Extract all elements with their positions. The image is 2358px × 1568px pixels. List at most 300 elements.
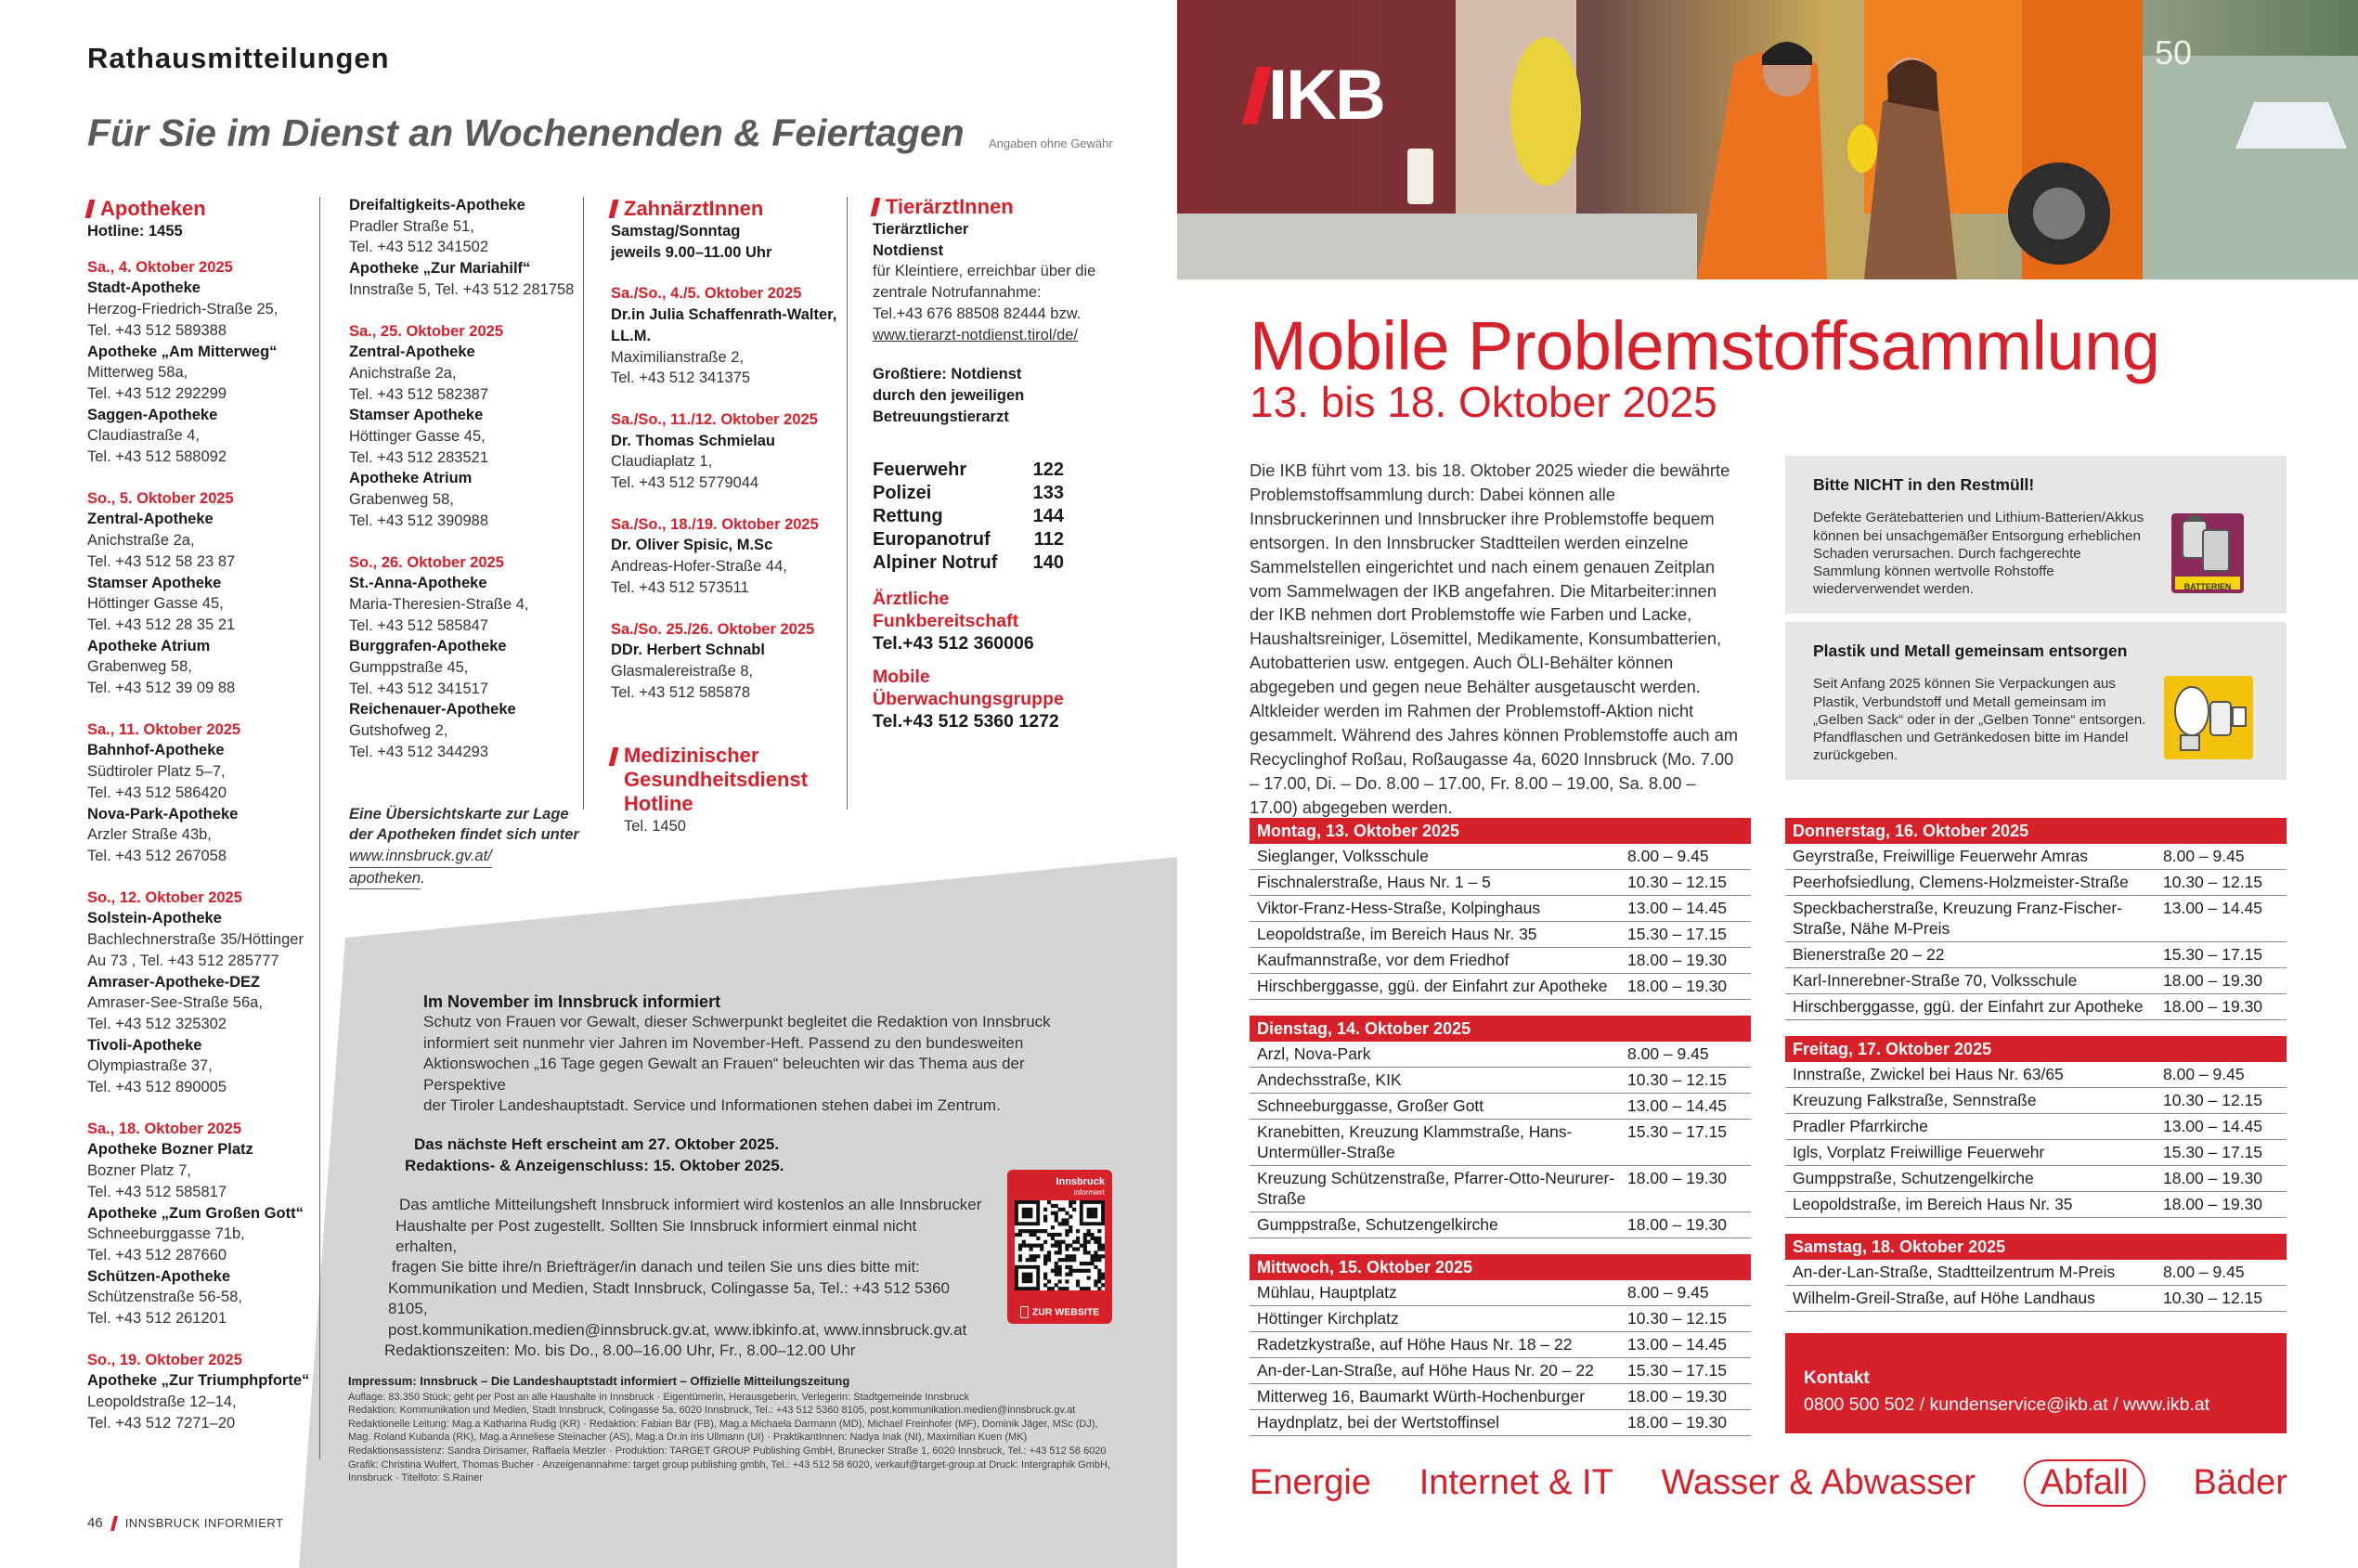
schedule-time: 10.30 – 12.15 [2163,873,2263,891]
phone-icon [1020,1306,1029,1318]
pharmacy-name: St.-Anna-Apotheke [349,575,487,592]
qr-code-icon [1015,1200,1105,1290]
next-issue: Das nächste Heft erscheint am 27. Oktober 2025. Redaktions- & Anzeigenschluss: 15. Oktober 2025. [405,1135,784,1174]
schedule-location: Pradler Pfarrkirche [1793,1117,1928,1135]
schedule-day-header: Montag, 13. Oktober 2025 [1250,818,1751,844]
schedule-day [1785,818,2287,1020]
schedule-time: 10.30 – 12.15 [1627,1309,1728,1328]
battery-box-text: Defekte Gerätebatterien und Lithium-Batterien/Akkus können bei unsachgemäßer Entsorgung erheblichen Schaden verursachen. Durch fachgerechte Sammlung können wertvolle Rohstoffe wiederverwendet werden. [1813,510,2144,598]
imprint-lines [348,1391,1128,1485]
dentist-name: LL.M. [611,327,652,344]
schedule-location: Fischnalerstraße, Haus Nr. 1 – 5 [1257,873,1491,891]
packaging-box-text: Seit Anfang 2025 können Sie Verpackungen aus Plastik, Verbundstoff und Metall gemeinsam im „Gelben Sack“ oder in der „Gelben Tonne“ entsorgen. Pfandflaschen und Getränkedosen bitte im Handel zurückgeben. [1813,676,2146,764]
pharmacy-name: Apotheke „Zum Großen Gott“ [87,1204,304,1222]
date-heading: Sa./So., 11./12. Oktober 2025 [611,410,818,428]
zahnarzt-column [611,197,852,837]
schedule-row [1785,1166,2287,1192]
pharmacy-detail: Bozner Platz 7, [87,1162,191,1180]
schedule-row [1250,1384,1751,1410]
schedule-day [1785,1036,2287,1218]
emergency-label: Rettung [873,506,943,527]
heading-bar-icon [85,200,96,218]
qr-code-website[interactable] [1007,1170,1112,1324]
schedule-location: Bienerstraße 20 – 22 [1793,945,1945,964]
pharmacy-detail: Bachlechnerstraße 35/Höttinger [87,931,304,949]
nav-wasser[interactable]: Wasser & Abwasser [1661,1463,1976,1502]
tierarzt-info: für Kleintiere, erreichbar über die zentrale Notrufannahme: Tel.+43 676 88508 82444 bzw. [873,263,1096,322]
imprint-line: Redaktion: Kommunikation und Medien, Stadt Innsbruck, Colingasse 5a, 6020 Innsbruck, Tel.: +43 512 5360 8105, post.kommunikation.medien@innsbruck.gv.at [348,1405,1076,1417]
apotheken-heading: Apotheken [87,197,319,221]
schedule-row [1785,994,2287,1020]
dentist-detail: Tel. +43 512 585878 [611,683,751,701]
schedule-location: An-der-Lan-Straße, Stadtteilzentrum M-Preis [1793,1263,2116,1281]
schedule-time: 10.30 – 12.15 [2163,1289,2263,1307]
schedule-row [1250,1280,1751,1306]
pharmacy-detail: Tel. +43 512 28 35 21 [87,616,236,633]
schedule-row [1250,1410,1751,1436]
schedule-day [1250,818,1751,1000]
battery-icon [2155,504,2257,597]
schedule-row [1250,1332,1751,1358]
yellow-bag-icon [2155,670,2257,763]
imprint-line: Grafik: Christina Wulfert, Thomas Bucher · Anzeigenannahme: target group publishing gmbh, Tel.: +43 512 58 6020, verkauf@target-group.at Druck: Intergraphik GmbH, [348,1458,1111,1471]
ikb-nav [1250,1459,2287,1507]
dentist-detail: Tel. +43 512 573511 [611,578,749,596]
contact-box [1785,1333,2287,1433]
schedule-time: 18.00 – 19.30 [1627,1413,1728,1432]
schedule-row [1250,1042,1751,1068]
dentist-detail: Maximilianstraße 2, [611,348,745,366]
pharmacy-name: Apotheke Bozner Platz [87,1141,253,1159]
schedule-row [1250,922,1751,948]
schedule-row [1250,1094,1751,1120]
schedule-location: Karl-Innerebner-Straße 70, Volksschule [1793,971,2078,990]
med-tel: Tel. 1450 [624,818,686,836]
schedule-time: 8.00 – 9.45 [1627,847,1709,865]
pharmacy-name: Apotheke Atrium [87,637,211,654]
pharmacy-detail: Südtiroler Platz 5–7, [87,763,226,781]
pharmacy-name: Solstein-Apotheke [87,910,222,927]
date-heading: Sa., 18. Oktober 2025 [87,1120,242,1137]
zahnarzt-hours: Samstag/Sonntag jeweils 9.00–11.00 Uhr [611,223,772,261]
zahnarzt-list [611,283,852,703]
emergency-number: 140 [1032,552,1064,574]
schedule-location: Sieglanger, Volksschule [1257,847,1429,865]
schedule-row [1785,1140,2287,1166]
schedule-time: 15.30 – 17.15 [1627,925,1728,943]
article-title: Mobile Problemstoffsammlung [1250,307,2160,384]
disclaimer: Angaben ohne Gewähr [989,136,1113,150]
apotheken-list [87,257,319,1434]
schedule-location: Igls, Vorplatz Freiwillige Feuerwehr [1793,1143,2045,1161]
emergency-label: Feuerwehr [873,460,967,481]
schedule-location: Höttinger Kirchplatz [1257,1309,1399,1328]
med-heading: Medizinischer Gesundheitsdienst Hotline [611,744,852,816]
apotheken-list-2 [349,321,581,763]
contact-label: Kontakt [1804,1368,1870,1388]
schedule-row [1785,1062,2287,1088]
map-link[interactable]: www.innsbruck.gv.at/ apotheken. [349,846,581,889]
schedule-day [1250,1254,1751,1436]
schedule-time: 15.30 – 17.15 [1627,1122,1728,1141]
schedule-location: Gumppstraße, Schutzengelkirche [1257,1215,1498,1234]
schedule-location: Speckbacherstraße, Kreuzung Franz-Fischer-Straße, Nähe M-Preis [1793,899,2122,938]
pharmacy-name: Zentral-Apotheke [87,511,214,528]
schedule-day-header: Mittwoch, 15. Oktober 2025 [1250,1254,1751,1280]
schedule-location: Arzl, Nova-Park [1257,1044,1371,1063]
date-heading: So., 5. Oktober 2025 [87,489,234,507]
dentist-detail: Andreas-Hofer-Straße 44, [611,558,787,576]
schedule-row [1250,896,1751,922]
header-photo [1177,0,2358,279]
schedule-location: Hirschberggasse, ggü. der Einfahrt zur Apotheke [1257,977,1608,995]
emergency-row [873,482,1064,505]
pharmacy-name: Apotheke „Zur Mariahilf“ [349,260,531,278]
heading-bar-icon [871,198,881,216]
pharmacy-detail: Tel. +43 512 890005 [87,1079,227,1096]
nav-energie[interactable]: Energie [1250,1463,1371,1502]
schedule-location: Kaufmannstraße, vor dem Friedhof [1257,951,1509,969]
pharmacy-detail: Maria-Theresien-Straße 4, [349,595,529,613]
schedule-row [1250,1212,1751,1238]
schedule-time: 15.30 – 17.15 [2163,945,2263,964]
schedule-time: 18.00 – 19.30 [2163,997,2263,1016]
schedule-time: 18.00 – 19.30 [2163,971,2263,990]
zahnarzt-heading: ZahnärztInnen [611,197,852,221]
schedule-location: Geyrstraße, Freiwillige Feuerwehr Amras [1793,847,2088,865]
pharmacy-name: Saggen-Apotheke [87,406,218,423]
schedule-time: 13.00 – 14.45 [1627,1335,1728,1354]
date-heading: Sa., 11. Oktober 2025 [87,720,241,738]
emergency-row [873,551,1064,575]
pharmacy-detail: Höttinger Gasse 45, [87,595,224,613]
date-heading: So., 12. Oktober 2025 [87,888,242,906]
imprint-line: Auflage: 83.350 Stück; geht per Post an alle Haushalte in Innsbruck · Eigentümerin, Herausgeberin, Verlegerin: Stadtgemeinde Innsbruck [348,1391,969,1403]
pharmacy-detail: Claudiastraße 4, [87,427,201,445]
pharmacy-name: Burggrafen-Apotheke [349,638,507,655]
schedule-time: 15.30 – 17.15 [2163,1143,2263,1161]
emergency-label: Polizei [873,483,932,504]
pharmacy-detail: Tel. +43 512 588092 [87,448,227,466]
pharmacy-detail: Herzog-Friedrich-Straße 25, [87,301,279,318]
schedule-time: 13.00 – 14.45 [1627,1096,1728,1115]
emergency-label: Alpiner Notruf [873,552,998,574]
schedule-row [1785,1260,2287,1286]
schedule-time: 13.00 – 14.45 [1627,899,1728,917]
schedule-time: 8.00 – 9.45 [2163,847,2245,865]
pharmacy-detail: Tel. +43 512 7271–20 [87,1414,236,1432]
date-heading: Sa./So., 4./5. Oktober 2025 [611,285,802,303]
page-headline: Für Sie im Dienst an Wochenenden & Feiertagen [87,111,965,154]
heading-bar-icon [609,747,619,766]
schedule-time: 10.30 – 12.15 [1627,873,1728,891]
pharmacy-detail: Tel. +43 512 585847 [349,616,489,634]
schedule-time: 18.00 – 19.30 [2163,1195,2263,1213]
truck-number: 50 [2155,33,2193,71]
pharmacy-detail: Au 73 , Tel. +43 512 285777 [87,952,279,969]
pharmacy-detail: Tel. +43 512 325302 [87,1015,227,1032]
pharmacy-detail: Tel. +43 512 287660 [87,1246,227,1263]
pharmacy-detail: Anichstraße 2a, [87,532,195,550]
pharmacy-detail: Anichstraße 2a, [349,364,457,382]
tierarzt-sub: Tierärztlicher Notdienst [873,221,969,259]
pharmacy-detail: Olympiastraße 37, [87,1057,213,1075]
article-intro: Die IKB führt vom 13. bis 18. Oktober 2025 wieder die bewährte Problemstoffsammlung durch: Dabei können alle Innsbruckerinnen und Innsbrucker ihre Problemstoffe bequem entsorgen. In den Innsbrucker Stadtteilen werden einzelne Sammelstellen eingerichtet und nach einem genauen Zeitplan vom Sammelwagen der IKB angefahren. Die Mitarbeiter:innen der IKB nehmen dort Problemstoffe wie Farben und Lacke, Haushaltsreiniger, Lösemittel, Medikamente, Konsumbatterien, Autobatterien usw. entgegen. Auch ÖLI-Behälter können abgegeben und gegen neue Behälter ausgetauscht werden. Altkleider werden im Rahmen der Problemstoff-Aktion nicht gesammelt. Während des Jahres können Problemstoffe auch am Recyclinghof Roßau, Roßaugasse 4a, 6020 Innsbruck (Mo. 7.00 – 17.00, Di. – Do. 8.00 – 17.00, Fr. 8.00 – 19.00, Sa. 8.00 – 17.00) abgegeben werden. [1250,460,1739,817]
schedule-location: Gumppstraße, Schutzengelkirche [1793,1169,2034,1187]
imprint-line: Mag. Roland Kubanda (RK), Mag.a Anneliese Steinacher (AS), Mag.a Dr.in Iris Ullmann (UI) · PraktikantInnen: Nadya Inak (NI), Maximilian Kuen (MK) [348,1432,1028,1444]
emergency-number: 133 [1032,483,1064,504]
pharmacy-name: Schützen-Apotheke [87,1267,231,1285]
apotheken-column-2 [349,195,581,889]
schedule-day-header: Freitag, 17. Oktober 2025 [1785,1036,2287,1062]
schedule-time: 8.00 – 9.45 [1627,1044,1709,1063]
article-subtitle: 13. bis 18. Oktober 2025 [1250,378,1717,426]
distribution-info: Das amtliche Mitteilungsheft Innsbruck informiert wird kostenlos an alle Innsbrucker Haushalte per Post zugestellt. Sollten Sie Innsbruck informiert einmal nicht erhalten, fragen Sie bitte ihre/n Briefträger/in danach und teilen Sie uns dies bitte mit: Kommunikation und Medien, Stadt Innsbruck, Colingasse 5a, Tel.: +43 512 5360 8105, post.kommunikation.medien@innsbruck.gv.at, www.ibkinfo.at, www.innsbruck.gv.at Redaktionszeiten: Mo. bis Do., 8.00–16.00 Uhr, Fr., 8.00–12.00 Uhr [384,1196,982,1360]
map-note: Eine Übersichtskarte zur Lage der Apotheken findet sich unter [349,805,579,844]
pharmacy-detail: Tel. +43 512 582387 [349,385,489,403]
schedule-row [1250,1166,1751,1212]
pharmacy-detail: Tel. +43 512 58 23 87 [87,552,236,570]
contact-value[interactable]: 0800 500 502 / kundenservice@ikb.at / www.ikb.at [1804,1394,2210,1415]
pharmacy-name: Tivoli-Apotheke [87,1036,202,1054]
column-divider [847,197,848,810]
mobile-heading: Mobile Überwachungsgruppe [873,667,1064,710]
pharmacy-name: Dreifaltigkeits-Apotheke [349,197,525,214]
schedule-time: 10.30 – 12.15 [2163,1091,2263,1109]
pharmacy-detail: Tel. +43 512 589388 [87,321,227,339]
pharmacy-detail: Leopoldstraße 12–14, [87,1393,237,1411]
emergency-row [873,459,1064,482]
pharmacy-name: Apotheke „Zur Triumphpforte“ [87,1372,310,1390]
pharmacy-name: Stamser Apotheke [87,574,222,591]
dentist-detail: Tel. +43 512 341375 [611,369,751,387]
pharmacy-detail: Gumppstraße 45, [349,659,469,677]
schedule-time: 10.30 – 12.15 [1627,1070,1728,1089]
schedule-day-header: Dienstag, 14. Oktober 2025 [1250,1016,1751,1042]
pharmacy-detail: Schützenstraße 56-58, [87,1289,242,1306]
emergency-numbers [873,459,1064,575]
innsbruck-link[interactable]: www.innsbruck.gv.at [823,1320,967,1339]
battery-icon-label: BATTERIEN [2183,582,2232,591]
arzt-heading: Ärztliche Funkbereitschaft [873,589,1019,632]
pharmacy-detail: Schneeburggasse 71b, [87,1225,245,1243]
date-heading: So., 19. Oktober 2025 [87,1351,242,1368]
schedule-time: 18.00 – 19.30 [1627,1169,1728,1187]
schedule-row [1785,870,2287,896]
pharmacy-name: Bahnhof-Apotheke [87,742,225,759]
pharmacy-detail: Tel. +43 512 585817 [87,1183,227,1200]
nav-baeder[interactable]: Bäder [2193,1463,2287,1502]
schedule-day-header: Donnerstag, 16. Oktober 2025 [1785,818,2287,844]
dentist-detail: Claudiaplatz 1, [611,453,713,471]
pharmacy-detail: Tel. +43 512 283521 [349,448,489,466]
schedule-row [1250,844,1751,870]
schedule-location: Radetzkystraße, auf Höhe Haus Nr. 18 – 22 [1257,1335,1573,1354]
pharmacy-name: Zentral-Apotheke [349,343,475,361]
pharmacy-detail: Innstraße 5, Tel. +43 512 281758 [349,280,575,298]
packaging-info-box [1785,622,2287,780]
schedule-location: Viktor-Franz-Hess-Straße, Kolpinghaus [1257,899,1541,917]
schedule-location: Innstraße, Zwickel bei Haus Nr. 63/65 [1793,1065,2064,1083]
publication-name: INNSBRUCK INFORMIERT [124,1516,284,1530]
schedule-time: 15.30 – 17.15 [1627,1361,1728,1380]
dentist-detail: Glasmalereistraße 8, [611,662,754,680]
apotheken-hotline: Hotline: 1455 [87,223,183,240]
grosstiere-note: Großtiere: Notdienst durch den jeweiligen Betreuungstierarzt [873,366,1025,425]
schedule-row [1785,1114,2287,1140]
schedule-location: Leopoldstraße, im Bereich Haus Nr. 35 [1257,925,1537,943]
pharmacy-name: Stamser Apotheke [349,407,484,424]
schedule-location: An-der-Lan-Straße, auf Höhe Haus Nr. 20 – 22 [1257,1361,1594,1380]
pharmacy-detail: Tel. +43 512 261201 [87,1310,227,1328]
date-heading: So., 26. Oktober 2025 [349,553,504,571]
schedule-day-header: Samstag, 18. Oktober 2025 [1785,1234,2287,1260]
pharmacy-name: Stadt-Apotheke [87,279,201,297]
pharmacy-detail: Pradler Straße 51, [349,217,474,235]
tierarzt-heading: TierärztInnen [873,195,1105,219]
dentist-name: Dr.in Julia Schaffenrath-Walter, [611,306,837,324]
battery-info-box [1785,456,2287,614]
schedule-location: Andechsstraße, KIK [1257,1070,1402,1089]
dentist-name: DDr. Herbert Schnabl [611,641,765,659]
dentist-detail: Tel. +43 512 5779044 [611,474,759,492]
schedule-location: Wilhelm-Greil-Straße, auf Höhe Landhaus [1793,1289,2095,1307]
schedule-location: Kreuzung Schützenstraße, Pfarrer-Otto-Neururer-Straße [1257,1169,1615,1208]
schedule-day [1785,1234,2287,1312]
schedule-row [1785,942,2287,968]
email-link[interactable]: post.kommunikation.medien@innsbruck.gv.at [388,1320,706,1339]
schedule-row [1785,896,2287,942]
pharmacy-name: Apotheke Atrium [349,470,473,487]
battery-box-title: Bitte NICHT in den Restmüll! [1813,475,2035,494]
emergency-row [873,505,1064,528]
schedule-time: 18.00 – 19.30 [1627,1215,1728,1234]
pharmacy-name: Apotheke „Am Mitterweg“ [87,343,278,360]
emergency-number: 112 [1033,529,1064,551]
schedule-row [1785,1088,2287,1114]
qr-label: ZUR WEBSITE [1007,1306,1112,1318]
schedule-row [1250,870,1751,896]
pharmacy-detail: Mitterweg 58a, [87,364,188,382]
pharmacy-name: Amraser-Apotheke-DEZ [87,973,261,991]
imprint-title: Impressum: Innsbruck – Die Landeshauptstadt informiert – Offizielle Mitteilungszeitung [348,1374,850,1388]
pharmacy-detail: Tel. +43 512 344293 [349,743,489,760]
pharmacy-detail: Tel. +43 512 586420 [87,784,227,801]
pharmacy-name: Reichenauer-Apotheke [349,701,516,719]
dentist-name: Dr. Thomas Schmielau [611,432,775,449]
page-footer [87,1515,284,1531]
footer-bar-icon [110,1516,118,1531]
schedule-row [1250,1358,1751,1384]
schedule-location: Schneeburggasse, Großer Gott [1257,1096,1484,1115]
schedule-row [1785,844,2287,870]
page-number: 46 [87,1515,103,1531]
pharmacy-detail: Arzler Straße 43b, [87,826,212,844]
schedule-time: 18.00 – 19.30 [2163,1169,2263,1187]
nav-abfall[interactable]: Abfall [2024,1459,2145,1507]
schedule-time: 8.00 – 9.45 [2163,1065,2245,1083]
left-page [0,0,1177,1568]
pharmacy-detail: Tel. +43 512 267058 [87,847,227,864]
schedule-time: 13.00 – 14.45 [2163,899,2263,917]
imprint-line: Redaktionsassistenz: Sandra Dirisamer, Raffaela Metzler · Produktion: TARGET GROUP Publishing GmbH, Brunecker Straße 1, 6020 Innsbruck, Tel.: +43 512 58 6020 [348,1445,1107,1457]
schedule-location: Haydnplatz, bei der Wertstoffinsel [1257,1413,1500,1432]
schedule-row [1250,1120,1751,1166]
pharmacy-detail: Tel. +43 512 390988 [349,512,489,529]
column-divider [583,197,584,810]
pharmacy-name: Nova-Park-Apotheke [87,805,239,823]
schedule-time: 8.00 – 9.45 [1627,1283,1709,1302]
schedule-row [1250,948,1751,974]
recycling-bin-icon [2155,670,2257,763]
dentist-name: Dr. Oliver Spisic, M.Sc [611,537,773,554]
schedule-time: 8.00 – 9.45 [2163,1263,2245,1281]
schedule-location: Hirschberggasse, ggü. der Einfahrt zur Apotheke [1793,997,2144,1016]
pharmacy-detail: Tel. +43 512 341517 [349,680,489,697]
right-page [1177,0,2358,1568]
ikb-logo: IKB [1250,63,1384,128]
date-heading: Sa./So., 18./19. Oktober 2025 [611,515,819,533]
schedule-row [1785,968,2287,994]
schedule-location: Mitterweg 16, Baumarkt Würth-Hochenburger [1257,1387,1586,1406]
heading-bar-icon [609,200,619,218]
tierarzt-link[interactable]: www.tierarzt-notdienst.tirol/de/ [873,326,1079,343]
emergency-number: 144 [1032,506,1064,527]
packaging-box-title: Plastik und Metall gemeinsam entsorgen [1813,641,2128,660]
column-divider [319,197,320,1459]
section-label: Rathausmitteilungen [87,42,390,74]
imprint-line: Redaktionelle Leitung: Mag.a Katharina Rudig (KR) · Redaktion: Fabian Bär (FB), Mag.a Michaela Darmann (MD), Michael Freinhofer (MF), Dominik Jäger, MSc (DJ), [348,1418,1098,1430]
schedule-location: Mühlau, Hauptplatz [1257,1283,1397,1302]
schedule-location: Peerhofsiedlung, Clemens-Holzmeister-Straße [1793,873,2129,891]
pharmacy-detail: Tel. +43 512 39 09 88 [87,680,236,697]
date-heading: Sa., 4. Oktober 2025 [87,258,233,276]
schedule-location: Leopoldstraße, im Bereich Haus Nr. 35 [1793,1195,2073,1213]
schedule-time: 18.00 – 19.30 [1627,951,1728,969]
imprint-line: Innsbruck · Titelfoto: S.Rainer [348,1472,483,1484]
apotheken-column [87,197,319,1434]
date-heading: Sa., 25. Oktober 2025 [349,322,504,340]
schedule-row [1250,974,1751,1000]
schedule-row [1785,1286,2287,1312]
schedule-time: 18.00 – 19.30 [1627,1387,1728,1406]
schedule-location: Kranebitten, Kreuzung Klammstraße, Hans-Untermüller-Straße [1257,1122,1573,1161]
pharmacy-detail: Grabenweg 58, [349,491,454,509]
schedule-row [1785,1192,2287,1218]
arzt-tel: Tel.+43 512 360006 [873,633,1034,654]
apotheken-list-2-top [349,195,581,301]
schedule-day [1250,1016,1751,1238]
pharmacy-detail: Tel. +43 512 341502 [349,239,489,256]
qr-brand: Innsbruck informiert [1056,1176,1105,1197]
ibkinfo-link[interactable]: www.ibkinfo.at [714,1320,816,1339]
emergency-label: Europanotruf [873,529,991,551]
emergency-row [873,528,1064,551]
schedule-location: Kreuzung Falkstraße, Sennstraße [1793,1091,2037,1109]
emergency-number: 122 [1032,460,1064,481]
date-heading: Sa./So. 25./26. Oktober 2025 [611,620,815,638]
schedule-time: 18.00 – 19.30 [1627,977,1728,995]
november-title: Im November im Innsbruck informiert [423,992,721,1011]
schedule-row [1250,1306,1751,1332]
nav-internet[interactable]: Internet & IT [1419,1463,1613,1502]
november-text: Schutz von Frauen vor Gewalt, dieser Schwerpunkt begleitet die Redaktion von Innsbruck informiert seit nunmehr vier Jahren im November-Heft. Passend zu den bundesweiten Aktionswochen „16 Tage gegen Gewalt an Frauen“ beleuchten wir das Thema aus der Perspektive der Tiroler Landeshauptstadt. Service und Informationen stehen dabei im Zentrum. [423,1013,1051,1115]
mobile-tel: Tel.+43 512 5360 1272 [873,711,1059,732]
tierarzt-column [873,195,1105,732]
pharmacy-detail: Höttinger Gasse 45, [349,428,486,446]
pharmacy-detail: Tel. +43 512 292299 [87,384,227,402]
pharmacy-detail: Amraser-See-Straße 56a, [87,994,263,1012]
